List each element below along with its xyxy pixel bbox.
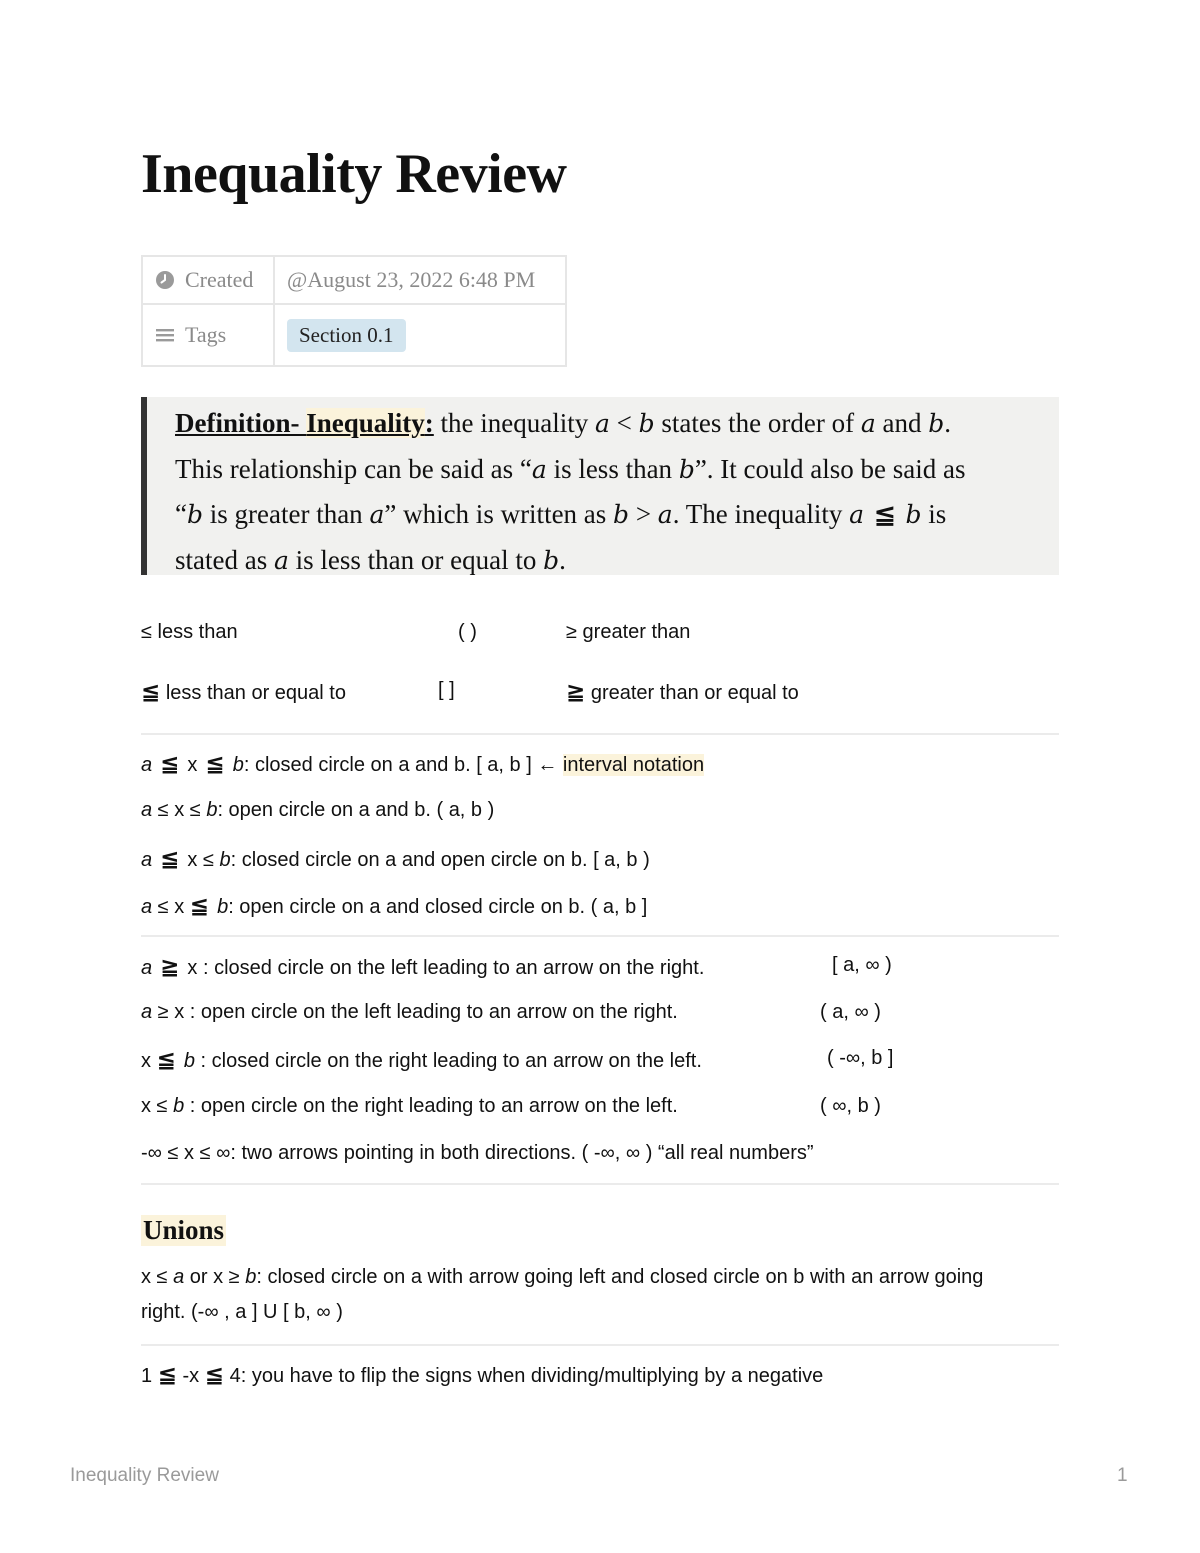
callout-line-4: stated as a is less than or equal to b. [175,544,566,575]
interval-closed-closed: a ≦ x ≦ b: closed circle on a and b. [ a, b ] ← interval notation [141,751,705,777]
footer-title: Inequality Review [70,1465,219,1486]
divider [141,1183,1059,1185]
property-key-tags [142,304,274,366]
divider [141,935,1059,937]
callout-line-1: Definition- Inequality: the inequality a < b states the order of a and b. [175,408,952,438]
ray-closed-left: x ≦ b : closed circle on the right leading to an arrow on the left. [141,1047,702,1073]
tag-chip[interactable]: Section 0.1 [287,319,406,352]
definition-label: Definition- Inequality: [175,408,434,438]
interval-closed-open: a ≦ x ≤ b: closed circle on a and open circle on b. [ a, b ) [141,846,650,872]
flip-signs-note: 1 ≦ -x ≦ 4: you have to flip the signs when dividing/multiplying by a negative [141,1362,824,1388]
properties-table [141,255,567,367]
ray-closed-left-interval: ( -∞, b ] [827,1047,894,1069]
interval-open-open: a ≤ x ≤ b: open circle on a and b. ( a, b ) [141,799,495,821]
legend-bracket: [ ] [438,679,455,701]
interval-open-closed: a ≤ x ≦ b: open circle on a and closed circle on b. ( a, b ] [141,893,648,919]
ray-closed-right-interval: [ a, ∞ ) [832,954,892,976]
unions-line-2: right. (-∞ , a ] U [ b, ∞ ) [141,1301,343,1323]
ray-open-left-interval: ( ∞, b ) [820,1095,881,1117]
unions-heading: Unions [143,1215,225,1245]
callout-line-2: This relationship can be said as “a is less than b”. It could also be said as [175,453,966,484]
ray-open-right-interval: ( a, ∞ ) [820,1001,881,1023]
tags-value [274,304,566,366]
ray-closed-right: a ≧ x : closed circle on the left leading to an arrow on the right. [141,954,705,980]
property-row-tags [142,304,566,366]
legend-paren: ( ) [458,621,477,643]
callout-line-3: “b is greater than a” which is written as b > a. The inequality a ≦ b is [175,499,947,530]
page-title: Inequality Review [141,143,567,205]
footer-page-number: 1 [1117,1465,1128,1486]
created-label: Created [185,267,254,292]
legend-gt: ≥ greater than [566,621,691,643]
legend-lt: ≤ less than [141,621,238,643]
definition-callout [141,397,1059,575]
tags-label: Tags [185,322,227,347]
divider [141,733,1059,735]
created-value: @August 23, 2022 6:48 PM [274,256,566,304]
unions-line-1: x ≤ a or x ≥ b: closed circle on a with arrow going left and closed circle on b with an arrow going [141,1266,984,1288]
interval-notation-highlight: interval notation [562,754,705,776]
list-icon [155,325,175,345]
ray-open-right: a ≥ x : open circle on the left leading to an arrow on the right. [141,1001,678,1023]
clock-icon [155,270,175,290]
all-real-numbers: -∞ ≤ x ≤ ∞: two arrows pointing in both directions. ( -∞, ∞ ) “all real numbers” [141,1142,814,1164]
legend-le: ≦ less than or equal to [141,679,346,705]
ray-open-left: x ≤ b : open circle on the right leading to an arrow on the left. [141,1095,678,1117]
divider [141,1344,1059,1346]
property-row-created [142,256,566,304]
legend-ge: ≧ greater than or equal to [566,679,799,705]
property-key-created [142,256,274,304]
